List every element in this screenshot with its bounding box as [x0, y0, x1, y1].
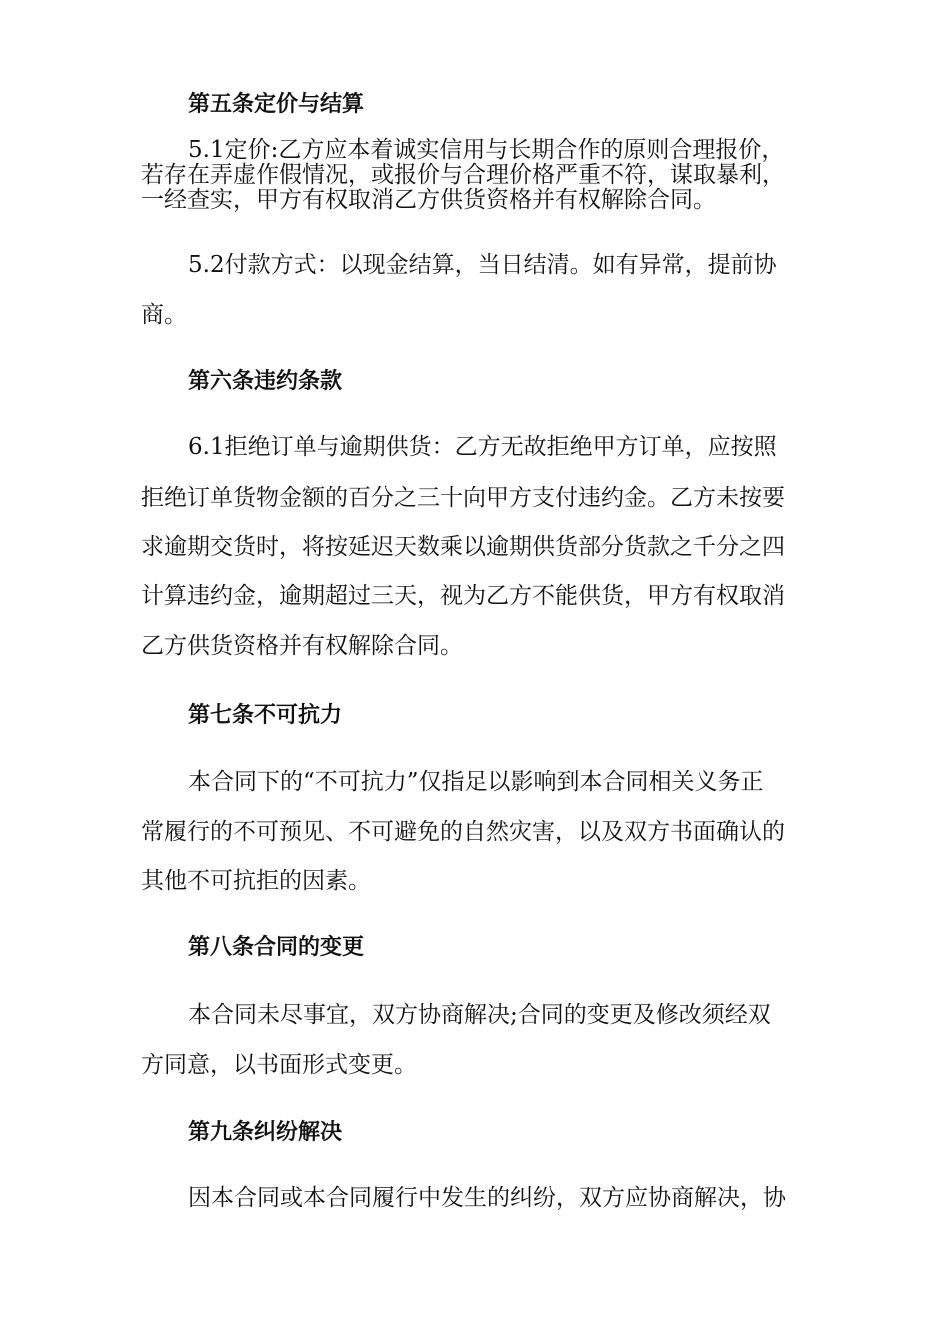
section-heading: 第八条合同的变更	[188, 935, 365, 960]
section-heading: 第五条定价与结算	[188, 92, 365, 117]
paragraph-line: 因本合同或本合同履行中发生的纠纷，双方应协商解决，协	[188, 1185, 786, 1211]
paragraph-line: 一经查实，甲方有权取消乙方供货资格并有权解除合同。	[141, 187, 716, 213]
paragraph-line: 其他不可抗拒的因素。	[141, 868, 371, 894]
paragraph-line: 常履行的不可预见、不可避免的自然灾害，以及双方书面确认的	[141, 819, 785, 845]
paragraph-line: 方同意，以书面形式变更。	[141, 1052, 417, 1078]
paragraph-line: 本合同下的“不可抗力”仅指足以影响到本合同相关义务正	[188, 769, 764, 795]
paragraph-line: 商。	[141, 302, 187, 328]
paragraph-line: 求逾期交货时，将按延迟天数乘以逾期供货部分货款之千分之四	[141, 534, 785, 560]
paragraph-line: 本合同未尽事宜，双方协商解决;合同的变更及修改须经双	[188, 1002, 771, 1028]
section-heading: 第九条纠纷解决	[188, 1120, 343, 1145]
paragraph-line: 乙方供货资格并有权解除合同。	[141, 633, 463, 659]
section-heading: 第六条违约条款	[188, 369, 343, 394]
paragraph-line: 6.1拒绝订单与逾期供货：乙方无故拒绝甲方订单，应按照	[188, 434, 777, 460]
section-heading: 第七条不可抗力	[188, 703, 343, 728]
paragraph-line: 计算违约金，逾期超过三天，视为乙方不能供货，甲方有权取消	[141, 583, 785, 609]
paragraph-line: 若存在弄虚作假情况，或报价与合理价格严重不符，谋取暴利，	[141, 162, 785, 188]
paragraph-line: 拒绝订单货物金额的百分之三十向甲方支付违约金。乙方未按要	[141, 485, 785, 511]
paragraph-line: 5.2付款方式：以现金结算，当日结清。如有异常，提前协	[188, 252, 777, 278]
paragraph-line: 5.1定价:乙方应本着诚实信用与长期合作的原则合理报价，	[188, 137, 785, 163]
